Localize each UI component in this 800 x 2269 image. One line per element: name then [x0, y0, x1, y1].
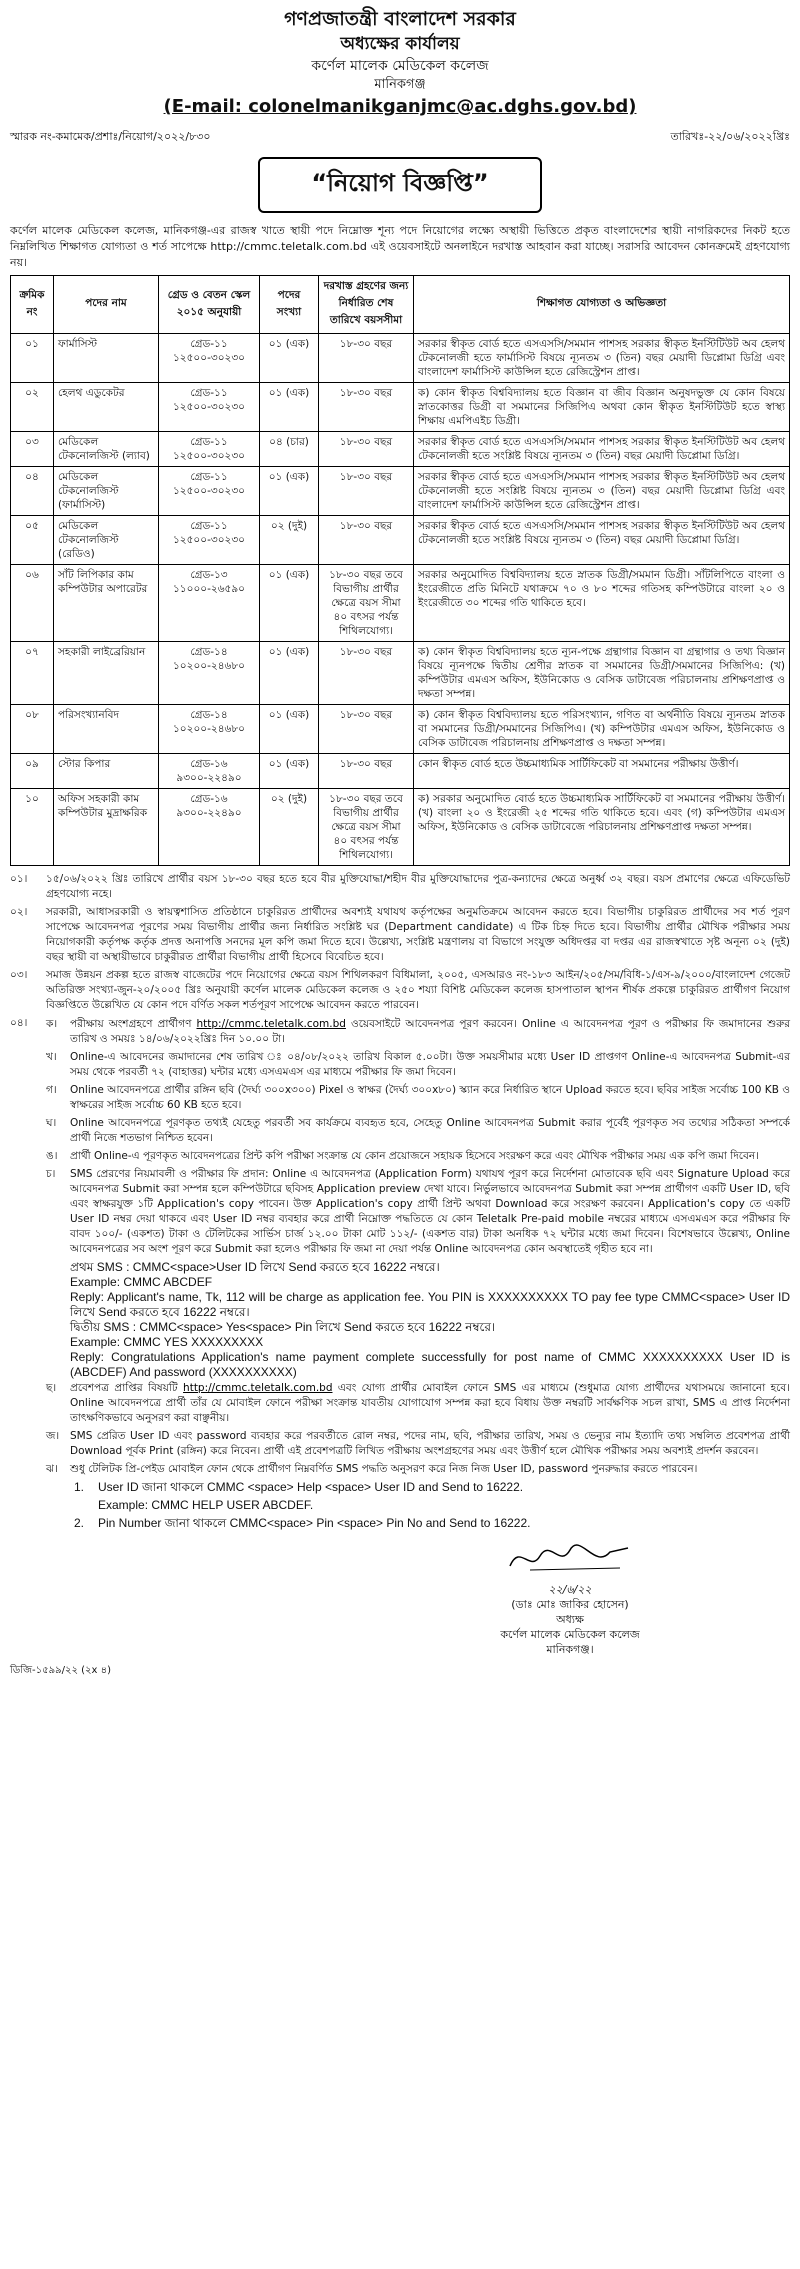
- table-row: [11, 754, 790, 789]
- subitem-text-part: ওয়েবসাইটে আবেদনপত্র পূরণ করবেন। Online এ আবেদনপত্র পূরণ ও পরীক্ষার ফি জমাদানের শুরুর তারিখ ও সময়ঃ ১৪/০৬/২০২২খ্রিঃ দিন ১০.০০ টা।: [70, 1018, 790, 1045]
- subitem-text: SMS প্রেরিত User ID এবং password ব্যবহার করে পরবর্তীতে রোল নম্বর, পদের নাম, ছবি, পরীক্ষার তারিখ, সময় ও ভেন্যুর নাম ইত্যাদি তথ্য সম্বলিত প্রবেশপত্র প্রার্থী Download পূর্বক Print (রঙ্গিন) করে নিবেন। প্রার্থী এই প্রবেশপত্রটি লিখিত পরীক্ষায় অংশগ্রহণের সময় এবং উত্তীর্ণ হলে মৌখিক পরীক্ষার সময় অবশ্যই প্রদর্শন করবেন।: [70, 1430, 790, 1457]
- row-sl: ০২: [11, 383, 54, 432]
- table-row: [11, 516, 790, 565]
- condition-number: ০১।: [10, 873, 28, 885]
- notice-page: [10, 0, 790, 1680]
- condition-item: [10, 872, 790, 902]
- condition-text: সরকারী, আধাসরকারী ও স্বায়ত্বশাসিত প্রতিষ্ঠানে চাকুরিরত প্রার্থীদের অবশ্যই যথাযথ কর্তৃপক্ষের অনুমতিক্রমে আবেদন করতে হবে। বিভাগীয় চাকুরিরত প্রার্থীদের সব শর্ত পূরণ সাপেক্ষে আবেদনপত্র পূরণের সময় বিভাগীয় প্রার্থীর জন্য নির্ধারিত সংশ্লিষ্ট ঘর (Department candidate) এ টিক চিহ্ন দিতে হবে। বিভাগীয় প্রার্থীর মৌখিক পরীক্ষার সময় নিয়োগকারী কর্তৃপক্ষ কর্তৃক প্রদত্ত অনাপত্তি সনদের মূল কপি জমা দিতে হবে। উল্লেখ্য, সংশ্লিষ্ট মন্ত্রণালয় বা বিভাগে সংযুক্ত অধিদপ্তর বা দপ্তর এর রাজস্বখাতে সৃষ্ট অনূন্য ০২ (দুই) বছর স্থায়ী বা অস্থায়ীভাবে চাকুরীরত প্রার্থীরা বিভাগীয় প্রার্থী হিসেবে বিবেচিত হবে।: [46, 906, 790, 963]
- subitem-letter: ছ।: [46, 1382, 57, 1394]
- signature-image: [500, 1538, 640, 1578]
- row-age: ১৮-৩০ বছর: [319, 705, 414, 754]
- notice-title: “নিয়োগ বিজ্ঞপ্তি”: [258, 157, 542, 213]
- header-sl: ক্রমিক নং: [11, 276, 54, 334]
- condition-text: সমাজ উন্নয়ন প্রকল্প হতে রাজস্ব বাজেটের পদে নিয়োগের ক্ষেত্রে বয়স শিথিলকরণ বিধিমালা, ২০০৫, এসআরও নং-১৮৩ আইন/২০৫/সম/বিধি-১/এস-৯/২০০০/বাংলাদেশ গেজেট অতিরিক্ত সংখ্যা-জুন-২০/২০০৫ খ্রিঃ অনুযায়ী কর্ণেল মালেক মেডিকেল কলেজ ও ২৫০ শয্যা বিশিষ্ট মেডিকেল কলেজ হাসপাতাল স্থাপন শীর্ষক প্রকল্পে চাকুরিরত প্রার্থীগণ নিয়োগ বিজ্ঞপ্তিতে উল্লেখিত যে কোন পদে বর্ণিত সকল শর্তপূরণ সাপেক্ষে আবেদন করতে পারবেন।: [46, 969, 790, 1011]
- condition-text: ১৫/০৬/২০২২ খ্রিঃ তারিখে প্রার্থীর বয়স ১৮-৩০ বছর হতে হবে বীর মুক্তিযোদ্ধা/শহীদ বীর মুক্তিযোদ্ধাদের পুত্র-কন্যাদের ক্ষেত্রে অনুর্ধ্ব ৩২ বছর। বয়স প্রমাণের ক্ষেত্রে এফিডেভিট গ্রহণযোগ্য নহে।: [46, 873, 790, 900]
- header-grade: গ্রেড ও বেতন স্কেল ২০১৫ অনুযায়ী: [159, 276, 260, 334]
- row-post: সহকারী লাইব্রেরিয়ান: [54, 642, 159, 705]
- subitem: [46, 1017, 790, 1047]
- row-count: ০১ (এক): [260, 467, 319, 516]
- condition-number: ০৩।: [10, 969, 28, 981]
- condition-item: [10, 968, 790, 1013]
- row-post: সাঁট লিপিকার কাম কম্পিউটার অপারেটর: [54, 565, 159, 642]
- table-row: [11, 383, 790, 432]
- subitem-letter: চ।: [46, 1168, 56, 1180]
- subitem: [46, 1116, 790, 1146]
- row-grade: গ্রেড-১১ ১২৫০০-৩০২৩০: [159, 334, 260, 383]
- subitem-text: Online আবেদনপত্রে প্রার্থীর রঙ্গিন ছবি (দৈর্ঘ্য ৩০০x৩০০) Pixel ও স্বাক্ষর (দৈর্ঘ্য ৩০০x৮০) স্ক্যান করে নির্ধারিত স্থানে Upload করতে হবে। ছবির সাইজ সর্বোচ্চ 100 KB ও স্বাক্ষরের সাইজ সর্বোচ্চ 60 KB হতে হবে।: [70, 1084, 790, 1111]
- row-count: ০৪ (চার): [260, 432, 319, 467]
- sms-instructions: [70, 1260, 790, 1380]
- subitem-text-part: এবং যোগ্য প্রার্থীর মোবাইল ফোনে SMS এর মাধ্যমে (শুধুমাত্র যোগ্য প্রার্থীদের যথাসময়ে জানানো হবে। Online আবেদনপত্রে প্রার্থী তাঁর যে মোবাইল ফোনে পরীক্ষা সংক্রান্ত যাবতীয় যোগাযোগ সম্পন্ন করা হবে বিধায় উক্ত নম্বরটি সার্বক্ষণিক সচল রাখা, SMS এ প্রাপ্ত নির্দেশনা তাৎক্ষণিকভাবে অনুসরণ করা বাঞ্ছনীয়।: [70, 1382, 790, 1424]
- subitem-letter: খ।: [46, 1051, 57, 1063]
- sms-second: দ্বিতীয় SMS : CMMC<space> Yes<space> Pin লিখে Send করতে হবে 16222 নম্বরে।: [70, 1320, 496, 1334]
- government-name: গণপ্রজাতন্ত্রী বাংলাদেশ সরকার: [284, 8, 516, 30]
- subitem: [46, 1050, 790, 1080]
- row-age: ১৮-৩০ বছর: [319, 754, 414, 789]
- college-name: কর্ণেল মালেক মেডিকেল কলেজ: [311, 58, 489, 74]
- table-row: [11, 705, 790, 754]
- row-post: ফার্মাসিস্ট: [54, 334, 159, 383]
- row-age: ১৮-৩০ বছর তবে বিভাগীয় প্রার্থীর ক্ষেত্রে বয়স সীমা ৪০ বৎসর পর্যন্ত শিথিলযোগ্য।: [319, 789, 414, 866]
- subitem-text: [70, 1017, 790, 1047]
- row-qualification: সরকার অনুমোদিত বিশ্ববিদ্যালয় হতে স্নাতক ডিগ্রী/সমমান ডিগ্রী। সাঁটলিপিতে বাংলা ও ইংরেজীতে প্রতি মিনিটে যথাক্রমে ৭০ ও ৮০ শব্দের গতিসহ কম্পিউটারে বাংলা ২০ ও ইংরেজীতে ৩০ শব্দের গতি থাকিতে হবে।: [414, 565, 790, 642]
- row-grade: গ্রেড-১১ ১২৫০০-৩০২৩০: [159, 383, 260, 432]
- signature-block: [440, 1538, 700, 1657]
- website-link[interactable]: http://cmmc.teletalk.com.bd: [196, 1018, 346, 1030]
- letterhead: [10, 6, 790, 120]
- row-count: ০১ (এক): [260, 705, 319, 754]
- subitem-text-part: পরীক্ষায় অংশগ্রহণে প্রার্থীগণ: [70, 1018, 197, 1030]
- subitem-text: শুধু টেলিটক প্রি-পেইড মোবাইল ফোন থেকে প্রার্থীগণ নিম্নবর্ণিত SMS পদ্ধতি অনুসরণ করে নিজ নিজ User ID, password পুনরুদ্ধার করতে পারবেন।: [70, 1463, 698, 1475]
- sms-reply-2: Reply: Congratulations Application's name payment complete successfully for post name of CMMC XXXXXXXXXX User ID is (ABCDEF) And password (XXXXXXXXXX): [70, 1350, 790, 1379]
- row-qualification: সরকার স্বীকৃত বোর্ড হতে এসএসসি/সমমান পাশসহ সরকার স্বীকৃত ইনস্টিটিউট অব হেলথ টেকনোলজী হতে সংশ্লিষ্ট বিষয়ে ন্যূনতম ৩ (তিন) বছর মেয়াদী ডিপ্লোমা ডিগ্রি এবং বাংলাদেশ ফার্মাসিস্ট কাউন্সিল হতে রেজিস্ট্রেশন প্রাপ্ত।: [414, 467, 790, 516]
- subitem: [46, 1462, 790, 1477]
- header-qualification: শিক্ষাগত যোগ্যতা ও অভিজ্ঞতা: [414, 276, 790, 334]
- signatory-college: কর্ণেল মালেক মেডিকেল কলেজ: [500, 1628, 640, 1641]
- subitem-text-part: প্রবেশপত্র প্রাপ্তির বিষয়টি: [70, 1382, 184, 1394]
- row-grade: গ্রেড-১১ ১২৫০০-৩০২৩০: [159, 432, 260, 467]
- subitem-text: [70, 1381, 790, 1426]
- row-count: ০১ (এক): [260, 383, 319, 432]
- row-qualification: কোন স্বীকৃত বোর্ড হতে উচ্চমাধ্যমিক সার্টিফিকেট বা সমমানের পরীক্ষায় উত্তীর্ণ।: [414, 754, 790, 789]
- sms-first: প্রথম SMS : CMMC<space>User ID লিখে Send করতে হবে 16222 নম্বরে।: [70, 1260, 440, 1274]
- step-text: User ID জানা থাকলে CMMC <space> Help <space> User ID and Send to 16222.: [98, 1480, 524, 1494]
- row-age: ১৮-৩০ বছর: [319, 334, 414, 383]
- signatory-designation: অধ্যক্ষ: [556, 1613, 584, 1626]
- table-row: [11, 565, 790, 642]
- row-age: ১৮-৩০ বছর তবে বিভাগীয় প্রার্থীর ক্ষেত্রে বয়স সীমা ৪০ বৎসর পর্যন্ত শিথিলযোগ্য।: [319, 565, 414, 642]
- row-grade: গ্রেড-১৩ ১১০০০-২৬৫৯০: [159, 565, 260, 642]
- condition-item: [10, 1016, 790, 1534]
- row-post: মেডিকেল টেকনোলজিস্ট (ল্যাব): [54, 432, 159, 467]
- signatory-district: মানিকগঞ্জ।: [546, 1643, 594, 1656]
- office-name: অধ্যক্ষের কার্যালয়: [340, 34, 460, 54]
- row-qualification: সরকার স্বীকৃত বোর্ড হতে এসএসসি/সমমান পাশসহ সরকার স্বীকৃত ইনস্টিটিউট অব হেলথ টেকনোলজী হতে ফার্মাসিস্ট বিষয়ে ন্যূনতম ৩ (তিন) বছর মেয়াদী ডিপ্লোমা ডিগ্রি এবং বাংলাদেশ ফার্মাসিস্ট কাউন্সিল হতে রেজিস্ট্রেশন প্রাপ্ত।: [414, 334, 790, 383]
- row-post: মেডিকেল টেকনোলজিস্ট (ফার্মাসিস্ট): [54, 467, 159, 516]
- row-age: ১৮-৩০ বছর: [319, 467, 414, 516]
- sms-example-2: Example: CMMC YES XXXXXXXXX: [70, 1335, 264, 1349]
- row-qualification: ক) কোন স্বীকৃত বিশ্ববিদ্যালয় হতে পরিসংখ্যান, গণিত বা অর্থনীতি বিষয়ে ন্যূনতম স্নাতক বা সমমানের ডিগ্রী/সমমানের সিজিপিএ। (খ) কম্পিউটার এমএস অফিস, ইউনিকোড ও বেসিক ডাটাবেজ পরিচালনায় প্রশিক্ষণপ্রাপ্ত ও দক্ষতা সম্পন্ন।: [414, 705, 790, 754]
- row-sl: ০৩: [11, 432, 54, 467]
- row-sl: ০৪: [11, 467, 54, 516]
- row-post: অফিস সহকারী কাম কম্পিউটার মুদ্রাক্ষরিক: [54, 789, 159, 866]
- row-sl: ০৫: [11, 516, 54, 565]
- footer-code: ডিজি-১৫৯৯/২২ (২x ৪): [10, 1665, 112, 1676]
- row-qualification: সরকার স্বীকৃত বোর্ড হতে এসএসসি/সমমান পাশসহ সরকার স্বীকৃত ইনস্টিটিউট অব হেলথ টেকনোলজী হতে সংশ্লিষ্ট বিষয়ে ন্যূনতম ৩ (তিন) বছর মেয়াদী ডিপ্লোমা ডিগ্রি।: [414, 432, 790, 467]
- table-row: [11, 467, 790, 516]
- row-sl: ১০: [11, 789, 54, 866]
- memo-ref: স্মারক নং-কমামেক/প্রশাঃ/নিয়োগ/২০২২/৮৩০: [10, 130, 211, 143]
- district-name: মানিকগঞ্জ: [374, 77, 426, 92]
- table-row: [11, 642, 790, 705]
- subitem-text: Online আবেদনপত্রে পূরণকৃত তথ্যই যেহেতু পরবর্তী সব কার্যক্রমে ব্যবহৃত হবে, সেহেতু Online আবেদনপত্র Submit করার পূর্বেই পূরণকৃত সব তথ্যের সঠিকতা সম্পর্কে প্রার্থী নিজে শতভাগ নিশ্চিত হবেন।: [70, 1117, 790, 1144]
- row-grade: গ্রেড-১১ ১২৫০০-৩০২৩০: [159, 516, 260, 565]
- subitem-letter: ঘ।: [46, 1117, 57, 1129]
- row-count: ০১ (এক): [260, 754, 319, 789]
- row-count: ০১ (এক): [260, 565, 319, 642]
- sms-example-1: Example: CMMC ABCDEF: [70, 1275, 213, 1289]
- row-post: মেডিকেল টেকনোলজিস্ট (রেডিও): [54, 516, 159, 565]
- vacancy-table: [10, 275, 790, 866]
- row-sl: ০৮: [11, 705, 54, 754]
- row-sl: ০৯: [11, 754, 54, 789]
- recovery-steps: [74, 1480, 790, 1531]
- step-text: Example: CMMC HELP USER ABCDEF.: [98, 1498, 314, 1512]
- signature-handwritten-date: ২২/৬/২২: [548, 1583, 592, 1596]
- row-sl: ০১: [11, 334, 54, 383]
- row-age: ১৮-৩০ বছর: [319, 642, 414, 705]
- table-row: [11, 789, 790, 866]
- row-qualification: সরকার স্বীকৃত বোর্ড হতে এসএসসি/সমমান পাশসহ সরকার স্বীকৃত ইনস্টিটিউট অব হেলথ টেকনোলজী হতে সংশ্লিষ্ট বিষয়ে ন্যূনতম ৩ (তিন) বছর মেয়াদী ডিপ্লোমা ডিগ্রি।: [414, 516, 790, 565]
- subitem: [46, 1083, 790, 1113]
- row-grade: গ্রেড-১৬ ৯৩০০-২২৪৯০: [159, 789, 260, 866]
- header-post: পদের নাম: [54, 276, 159, 334]
- table-body: [11, 334, 790, 866]
- table-header-row: [11, 276, 790, 334]
- subitem-letter: গ।: [46, 1084, 57, 1096]
- recovery-step: [74, 1516, 790, 1531]
- subitem: [46, 1149, 790, 1164]
- row-count: ০১ (এক): [260, 642, 319, 705]
- condition-number: ০৪।: [10, 1017, 28, 1029]
- table-row: [11, 432, 790, 467]
- row-age: ১৮-৩০ বছর: [319, 432, 414, 467]
- row-grade: গ্রেড-১৬ ৯৩০০-২২৪৯০: [159, 754, 260, 789]
- recovery-step: [74, 1480, 790, 1495]
- signatory-name: (ডাঃ মোঃ জাকির হোসেন): [511, 1598, 629, 1611]
- header-count: পদের সংখ্যা: [260, 276, 319, 334]
- row-qualification: ক) কোন স্বীকৃত বিশ্ববিদ্যালয় হতে বিজ্ঞান বা জীব বিজ্ঞান অনুষদভুক্ত যে কোন বিষয়ে স্নাতকোত্তর ডিগ্রী বা সমমানের সিজিপিএ অথবা কোন স্বীকৃত ইনস্টিটিউট হতে স্বাস্থ্য শিক্ষায় এমপিএইচ ডিগ্রী।: [414, 383, 790, 432]
- intro-paragraph: কর্ণেল মালেক মেডিকেল কলেজ, মানিকগঞ্জ-এর রাজস্ব খাতে স্থায়ী পদে নিম্নোক্ত শূন্য পদে নিয়োগের লক্ষ্যে অস্থায়ী ভিত্তিতে প্রকৃত বাংলাদেশের স্থায়ী নাগরিকদের নিকট হতে নিম্নলিখিত শিক্ষাগত যোগ্যতা ও শর্ত সাপেক্ষে http://cmmc.teletalk.com.bd এই ওয়েবসাইটে অনলাইনে দরখাস্ত আহবান করা যাচ্ছে। সরাসরি আবেদন কোনক্রমেই গ্রহণযোগ্য নয়।: [10, 224, 790, 269]
- table-row: [11, 334, 790, 383]
- row-age: ১৮-৩০ বছর: [319, 383, 414, 432]
- step-number: 1.: [74, 1480, 85, 1494]
- subitem-text: প্রার্থী Online-এ পূরণকৃত আবেদনপত্রের প্রিন্ট কপি পরীক্ষা সংক্রান্ত যে কোন প্রয়োজনে সহায়ক হিসেবে সংরক্ষণ করে এবং মৌখিক পরীক্ষার সময় এক কপি জমা দিবেন।: [70, 1150, 759, 1162]
- row-count: ০২ (দুই): [260, 789, 319, 866]
- subitem-letter: ঙ।: [46, 1150, 58, 1162]
- memo-line: [10, 128, 790, 147]
- conditions-section: [10, 872, 790, 1534]
- email-line: (E-mail: colonelmanikganjmc@ac.dghs.gov.bd): [163, 96, 637, 117]
- condition-item: [10, 905, 790, 965]
- row-sl: ০৭: [11, 642, 54, 705]
- subitem-text: Online-এ আবেদনের জমাদানের শেষ তারিখ ঃ ০৪/০৮/২০২২ তারিখ বিকাল ৫.০০টা। উক্ত সময়সীমার মধ্যে User ID প্রাপ্তগণ Online-এ আবেদনপত্র Submit-এর সময় থেকে পরবর্তী ৭২ (বাহাত্তর) ঘন্টার মধ্যে এসএমএস এর মাধ্যমে পরীক্ষার ফি জমা দিবেন।: [70, 1051, 790, 1078]
- step-number: [74, 1498, 98, 1513]
- sms-reply-1: Reply: Applicant's name, Tk, 112 will be charge as application fee. You PIN is XXXXXXXXXX TO pay fee type CMMC<space> User ID লিখে Send করতে হবে 16222 নম্বরে।: [70, 1290, 790, 1319]
- website-link[interactable]: http://cmmc.teletalk.com.bd: [183, 1382, 333, 1394]
- memo-date: তারিখঃ-২২/০৬/২০২২খ্রিঃ: [670, 130, 790, 143]
- condition-subitems: [46, 1016, 790, 1534]
- row-post: পরিসংখ্যানবিদ: [54, 705, 159, 754]
- step-number: 2.: [74, 1516, 85, 1530]
- row-post: হেলথ এডুকেটর: [54, 383, 159, 432]
- row-count: ০১ (এক): [260, 334, 319, 383]
- row-qualification: ক) কোন স্বীকৃত বিশ্ববিদ্যালয় হতে ন্যূন-পক্ষে গ্রন্থাগার বিজ্ঞান বা গ্রন্থাগার ও তথ্য বিজ্ঞান বিষয়ে ন্যূনপক্ষে দ্বিতীয় শ্রেণীর স্নাতক বা সমমানের ডিগ্রী/সমমানের সিজিপিএ: (খ) কম্পিউটার এমএস অফিস, ইউনিকোড ও বেসিক ডাটাবেজ পরিচালনায় প্রশিক্ষণপ্রাপ্ত ও দক্ষতা সম্পন্ন।: [414, 642, 790, 705]
- subitem-letter: ক।: [46, 1018, 58, 1030]
- row-age: ১৮-৩০ বছর: [319, 516, 414, 565]
- row-qualification: ক) সরকার অনুমোদিত বোর্ড হতে উচ্চমাধ্যমিক সার্টিফিকেট বা সমমানের পরীক্ষায় উত্তীর্ণ। (খ) বাংলা ২০ ও ইংরেজী ২৫ শব্দের গতি থাকিতে হবে। এবং (গ) কম্পিউটার এমএস অফিস, ইউনিকোড ও বেসিক ডাটাবেজে পরিচালনায় প্রশিক্ষণপ্রাপ্ত দক্ষতা সম্পন্ন।: [414, 789, 790, 866]
- header-age: দরখাস্ত গ্রহণের জন্য নির্ধারিত শেষ তারিখে বয়সসীমা: [319, 276, 414, 334]
- row-count: ০২ (দুই): [260, 516, 319, 565]
- subitem: [46, 1167, 790, 1257]
- row-grade: গ্রেড-১৪ ১০২০০-২৪৬৮০: [159, 705, 260, 754]
- row-post: স্টোর কিপার: [54, 754, 159, 789]
- row-grade: গ্রেড-১৪ ১০২০০-২৪৬৮০: [159, 642, 260, 705]
- subitem-letter: জ।: [46, 1430, 60, 1442]
- subitem: [46, 1429, 790, 1459]
- condition-number: ০২।: [10, 906, 28, 918]
- subitem-text: SMS প্রেরণের নিয়মাবলী ও পরীক্ষার ফি প্রদান: Online এ আবেদনপত্র (Application Form) যথাযথ পূরণ করে নির্দেশনা মোতাবেক ছবি এবং Signature Upload করে আবেদনপত্র Submit করা সম্পন্ন হলে কম্পিউটারে ছবিসহ Application preview দেখা যাবে। নির্ভুলভাবে আবেদনপত্র Submit করা সম্পন্ন প্রার্থীগণ একটি User ID, ছবি এবং স্বাক্ষরযুক্ত ১টি Application's copy পাবেন। উক্ত Application's copy প্রার্থী প্রিন্ট অথবা Download করে সংরক্ষণ করবেন। Application's copy তে একটি User ID নম্বর দেয়া থাকবে এবং User ID নম্বর ব্যবহার করে প্রার্থী নিম্নোক্ত পদ্ধতিতে যে কোন Teletalk Pre-paid mobile নম্বরের মাধ্যমে এসএমএস করে পরীক্ষার ফি বাবদ ১০০/- (একশত) টাকা ও টেলিটকের সার্ভিস চার্জ ১২.০০ টাকা মোট ১১২/- (একশত বার) টাকা অনধিক ৭২ ঘন্টার মধ্যে জমা দিবেন। বিশেষভাবে উল্লেখ্য, Online আবেদনপত্রের সব অংশ পূরণ করে Submit করা হলেও পরীক্ষার ফি জমা না দেয়া পর্যন্ত Online আবেদনপত্র কোন অবস্থাতেই গৃহীত হবে না।: [70, 1168, 790, 1255]
- recovery-step: [74, 1498, 790, 1513]
- row-grade: গ্রেড-১১ ১২৫০০-৩০২৩০: [159, 467, 260, 516]
- step-text: Pin Number জানা থাকলে CMMC<space> Pin <space> Pin No and Send to 16222.: [98, 1516, 531, 1530]
- subitem: [46, 1381, 790, 1426]
- row-sl: ০৬: [11, 565, 54, 642]
- subitem-letter: ঝ।: [46, 1463, 58, 1475]
